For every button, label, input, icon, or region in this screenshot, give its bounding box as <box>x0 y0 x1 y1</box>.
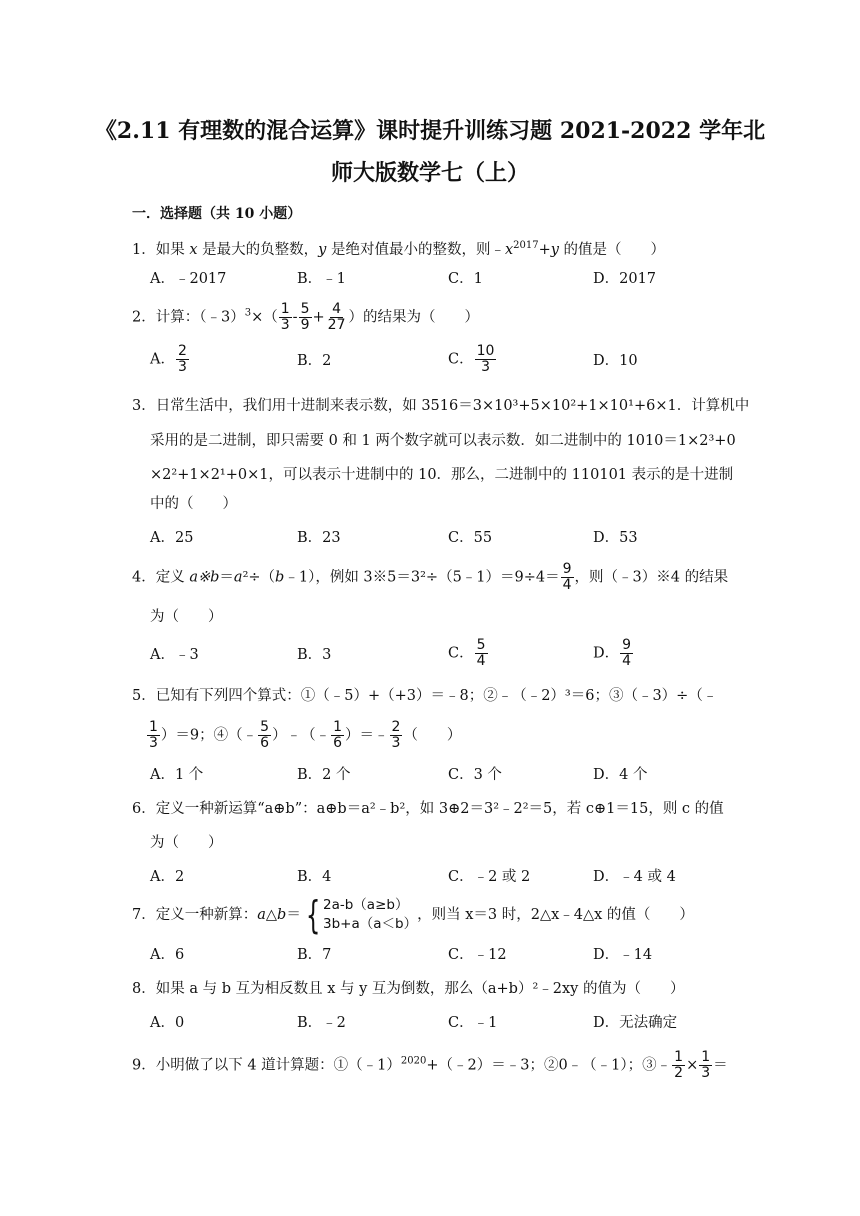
q6-option-b: B．4 <box>297 869 332 885</box>
q2-operator: - <box>292 309 298 326</box>
q5-text: ）﹣（﹣ <box>272 727 331 744</box>
q9-operator: × <box>686 1057 699 1074</box>
q4-option-b: B．3 <box>297 647 332 663</box>
q5-fraction: $\frac{1}{6}$ <box>333 719 342 751</box>
q4-option-c: C． $\frac{5}{4}$ <box>448 637 486 669</box>
q7-case-2: 3b+a（a＜b） <box>323 916 418 932</box>
q7-option-b: B．7 <box>297 947 332 963</box>
q2-text: ）的结果为（ ） <box>348 309 479 326</box>
question-5-line-2 <box>146 720 461 751</box>
q4-text: ，则（﹣3）※4 的结果 <box>574 569 729 586</box>
q7-case-1: 2a-b（a≥b） <box>323 897 409 913</box>
q5-text: ）＝﹣ <box>345 727 389 744</box>
question-5-line-1: 5．已知有下列四个算式：①（﹣5）+（+3）＝﹣8；②﹣（﹣2）³＝6；③（﹣3）÷（﹣ <box>132 688 718 704</box>
q1-option-b: B．﹣1 <box>297 271 346 287</box>
q7-option-a: A．6 <box>150 947 185 963</box>
question-2 <box>132 302 479 333</box>
q1-var-y: y <box>318 241 327 258</box>
q2-operator: + <box>312 309 325 326</box>
q9-text: +（﹣2）＝﹣3；②0﹣（﹣1）；③﹣ <box>426 1057 672 1074</box>
q7-text: ＝ <box>286 907 301 923</box>
q4-text: ＝ <box>219 569 234 586</box>
q5-option-d: D．4 个 <box>593 767 648 783</box>
question-3-line-2: 采用的是二进制，即只需要 0 和 1 两个数字就可以表示数．如二进制中的 1010＝1×2³+0 <box>150 433 736 449</box>
q6-option-a: A．2 <box>150 869 185 885</box>
q2-fraction: $\frac{4}{27}$ <box>327 301 346 333</box>
q7-text: 7．定义一种新算： <box>132 907 258 923</box>
q5-option-a: A．1 个 <box>150 767 204 783</box>
q4-expr: b <box>275 569 285 586</box>
q9-fraction: $\frac{1}{3}$ <box>701 1049 711 1081</box>
q1-var-x: x <box>189 241 198 258</box>
q5-fraction: $\frac{2}{3}$ <box>391 719 401 751</box>
q1-text: 如果 <box>155 241 190 258</box>
page-title-line-1: 《2.11 有理数的混合运算》课时提升训练习题 2021-2022 学年北 <box>94 118 766 144</box>
question-3-line-3: ×2²+1×2¹+0×1，可以表示十进制中的 10．那么，二进制中的 110101 表示的是十进制 <box>150 467 734 483</box>
q2-fraction: $\frac{5}{9}$ <box>300 301 310 333</box>
q4-option-a: A．﹣3 <box>150 647 199 663</box>
q8-option-a: A．0 <box>150 1015 185 1031</box>
q2-option-d: D．10 <box>593 353 638 369</box>
q8-option-d: D．无法确定 <box>593 1015 678 1031</box>
q2-number: 2． <box>132 309 156 326</box>
q2-fraction: $\frac{1}{3}$ <box>280 301 290 333</box>
q1-option-c: C．1 <box>448 271 483 287</box>
q4-fraction: $\frac{9}{4}$ <box>562 561 572 593</box>
q1-text: + <box>538 241 551 258</box>
q5-option-c: C．3 个 <box>448 767 502 783</box>
q2-exponent: 3 <box>244 307 252 319</box>
q3-option-b: B．23 <box>297 530 341 546</box>
question-3-line-1: 3．日常生活中，我们用十进制来表示数，如 3516＝3×10³+5×10²+1×10¹+6×1．计算机中 <box>132 398 750 414</box>
q5-fraction: $\frac{1}{3}$ <box>149 719 158 751</box>
question-6-line-2: 为（ ） <box>150 835 223 851</box>
q4-expr: a※b <box>189 569 220 586</box>
q5-fraction: $\frac{5}{6}$ <box>260 719 270 751</box>
question-6-line-1: 6．定义一种新运算“a⊕b”：a⊕b＝a²﹣b²，如 3⊕2＝3²﹣2²＝5，若 c⊕1＝15，则 c 的值 <box>132 801 724 817</box>
q6-option-d: D．﹣4 或 4 <box>593 869 676 885</box>
question-8: 8．如果 a 与 b 互为相反数且 x 与 y 互为倒数，那么（a+b）²﹣2xy 的值为（ ） <box>132 981 685 997</box>
q7-expr: a△b <box>257 907 287 923</box>
q1-var-y: y <box>550 241 559 258</box>
q3-option-d: D．53 <box>593 530 638 546</box>
q1-var-x: x <box>504 241 514 258</box>
q1-text: 是绝对值最小的整数，则﹣ <box>326 241 505 258</box>
q8-option-c: C．﹣1 <box>448 1015 498 1031</box>
question-3-line-4: 中的（ ） <box>150 496 237 512</box>
q1-exponent: 2017 <box>513 240 539 251</box>
q5-text: ）＝9；④（﹣ <box>160 727 258 744</box>
page-title-line-2: 师大版数学七（上） <box>330 160 529 186</box>
q9-fraction: $\frac{1}{2}$ <box>674 1049 684 1081</box>
question-1 <box>132 236 665 260</box>
q2-option-a: A． $\frac{2}{3}$ <box>150 343 187 375</box>
q1-text: 的值是（ ） <box>558 241 666 258</box>
question-4-line-2: 为（ ） <box>150 609 223 625</box>
q6-option-c: C．﹣2 或 2 <box>448 869 531 885</box>
q4-option-d: D． $\frac{9}{4}$ <box>593 637 632 669</box>
q9-exponent: 2020 <box>400 1055 427 1067</box>
q2-option-c: C． $\frac{10}{3}$ <box>448 343 495 375</box>
section-heading: 一．选择题（共 10 小题） <box>132 206 302 222</box>
q8-option-b: B．﹣2 <box>297 1015 346 1031</box>
q3-option-c: C．55 <box>448 530 493 546</box>
q4-text: 4．定义 <box>132 569 190 586</box>
q4-text: ²÷（ <box>242 569 276 586</box>
q7-piecewise-definition: { 2a-b（a≥b） 3b+a（a＜b） <box>305 893 418 937</box>
question-4-line-1 <box>132 562 728 593</box>
q5-text: （ ） <box>403 727 462 744</box>
question-9 <box>132 1050 728 1081</box>
q7-option-d: D．﹣14 <box>593 947 653 963</box>
q1-number: 1． <box>132 241 156 258</box>
q3-option-a: A．25 <box>150 530 194 546</box>
q1-option-a: A．﹣2017 <box>150 271 227 287</box>
question-7 <box>132 893 694 937</box>
q2-text: ×（ <box>251 309 278 326</box>
q1-option-d: D．2017 <box>593 271 657 287</box>
q2-text: 计算：（﹣3） <box>155 309 245 326</box>
q9-text: 9．小明做了以下 4 道计算题：①（﹣1） <box>132 1057 401 1074</box>
q7-text: ，则当 x＝3 时，2△x﹣4△x 的值（ ） <box>417 907 694 923</box>
q5-option-b: B．2 个 <box>297 767 351 783</box>
q1-text: 是最大的负整数， <box>197 241 319 258</box>
q9-operator: ＝ <box>713 1057 728 1074</box>
q7-option-c: C．﹣12 <box>448 947 507 963</box>
q4-text: ﹣1），例如 3※5＝3²÷（5﹣1）＝9÷4＝ <box>284 569 560 586</box>
q2-option-b: B．2 <box>297 353 332 369</box>
q4-expr: a <box>233 569 243 586</box>
